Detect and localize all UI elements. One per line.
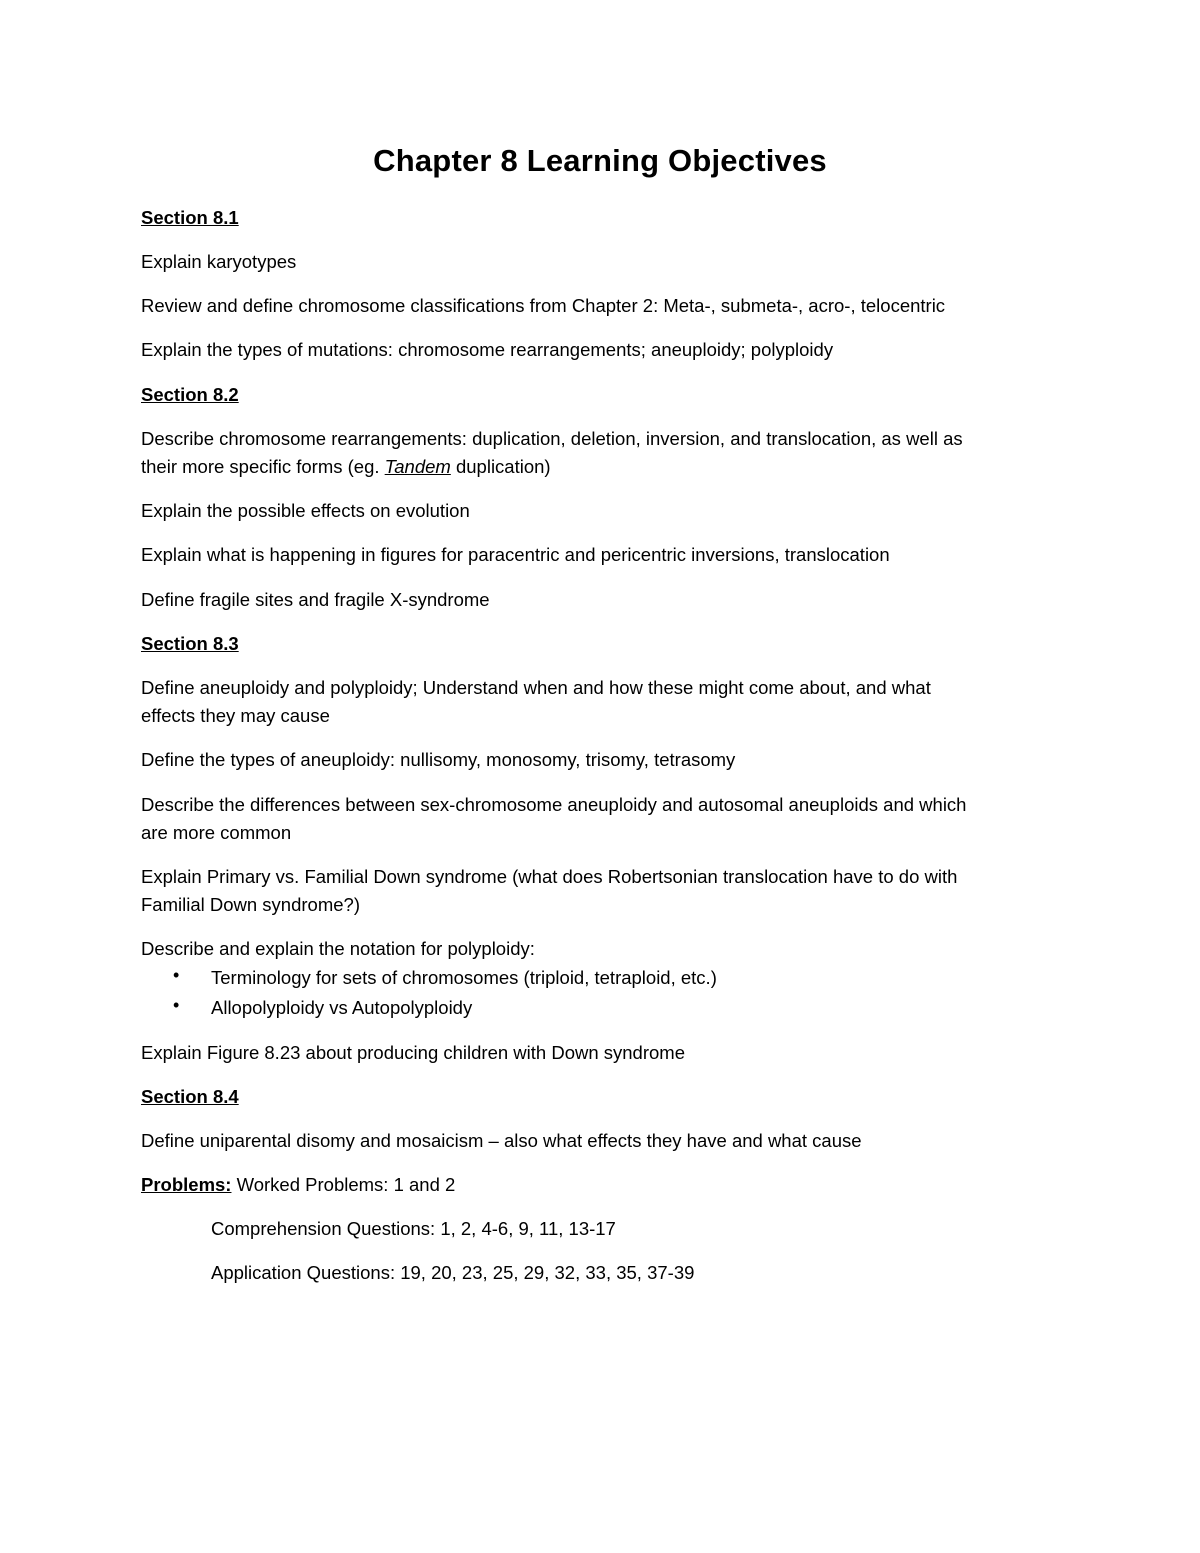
objective-chromosome-classifications: Review and define chromosome classifications from Chapter 2: Meta-, submeta-, acro-, telocentric bbox=[141, 295, 946, 316]
comprehension-questions: Comprehension Questions: 1, 2, 4-6, 9, 11, 13-17 bbox=[211, 1218, 616, 1239]
objective-aneuploidy-polyploidy-line2: effects they may cause bbox=[141, 705, 330, 726]
objective-uniparental-disomy: Define uniparental disomy and mosaicism – also what effects they have and what cause bbox=[141, 1130, 862, 1151]
objective-aneuploidy-types: Define the types of aneuploidy: nullisomy, monosomy, trisomy, tetrasomy bbox=[141, 749, 736, 770]
rearrangements-text-post: duplication) bbox=[450, 456, 551, 477]
page-title: Chapter 8 Learning Objectives bbox=[373, 143, 827, 178]
problems-label: Problems: bbox=[141, 1174, 232, 1195]
objective-down-syndrome-line2: Familial Down syndrome?) bbox=[141, 894, 360, 915]
worked-problems: Worked Problems: 1 and 2 bbox=[231, 1174, 456, 1195]
bullet-icon: • bbox=[173, 995, 180, 1015]
objective-rearrangements-line2 bbox=[141, 453, 551, 481]
bullet-icon: • bbox=[173, 965, 180, 985]
rearrangements-text-pre: their more specific forms (eg. bbox=[141, 456, 385, 477]
tandem-emphasis: Tandem bbox=[384, 456, 451, 477]
objective-rearrangements-line1: Describe chromosome rearrangements: duplication, deletion, inversion, and translocation, as well as bbox=[141, 428, 963, 449]
objective-sex-vs-autosomal-line1: Describe the differences between sex-chromosome aneuploidy and autosomal aneuploids and which bbox=[141, 794, 967, 815]
objective-polyploidy-notation: Describe and explain the notation for polyploidy: bbox=[141, 938, 535, 959]
section-heading-8-3: Section 8.3 bbox=[141, 633, 239, 654]
objective-evolution-effects: Explain the possible effects on evolution bbox=[141, 500, 470, 521]
objective-mutation-types: Explain the types of mutations: chromosome rearrangements; aneuploidy; polyploidy bbox=[141, 339, 834, 360]
bullet-item-allo-auto: Allopolyploidy vs Autopolyploidy bbox=[211, 997, 473, 1018]
objective-down-syndrome-line1: Explain Primary vs. Familial Down syndrome (what does Robertsonian translocation have to do with bbox=[141, 866, 958, 887]
objective-aneuploidy-polyploidy-line1: Define aneuploidy and polyploidy; Understand when and how these might come about, and what bbox=[141, 677, 931, 698]
objective-sex-vs-autosomal-line2: are more common bbox=[141, 822, 292, 843]
bullet-item-terminology: Terminology for sets of chromosomes (triploid, tetraploid, etc.) bbox=[211, 967, 717, 988]
section-heading-8-4: Section 8.4 bbox=[141, 1086, 239, 1107]
objective-inversion-figures: Explain what is happening in figures for paracentric and pericentric inversions, translocation bbox=[141, 544, 890, 565]
section-heading-8-1: Section 8.1 bbox=[141, 207, 239, 228]
application-questions: Application Questions: 19, 20, 23, 25, 29, 32, 33, 35, 37-39 bbox=[211, 1262, 695, 1283]
objective-figure-8-23: Explain Figure 8.23 about producing children with Down syndrome bbox=[141, 1042, 685, 1063]
objective-fragile-sites: Define fragile sites and fragile X-syndrome bbox=[141, 589, 490, 610]
objective-karyotypes: Explain karyotypes bbox=[141, 251, 297, 272]
section-heading-8-2: Section 8.2 bbox=[141, 384, 239, 405]
problems-line bbox=[141, 1171, 455, 1199]
